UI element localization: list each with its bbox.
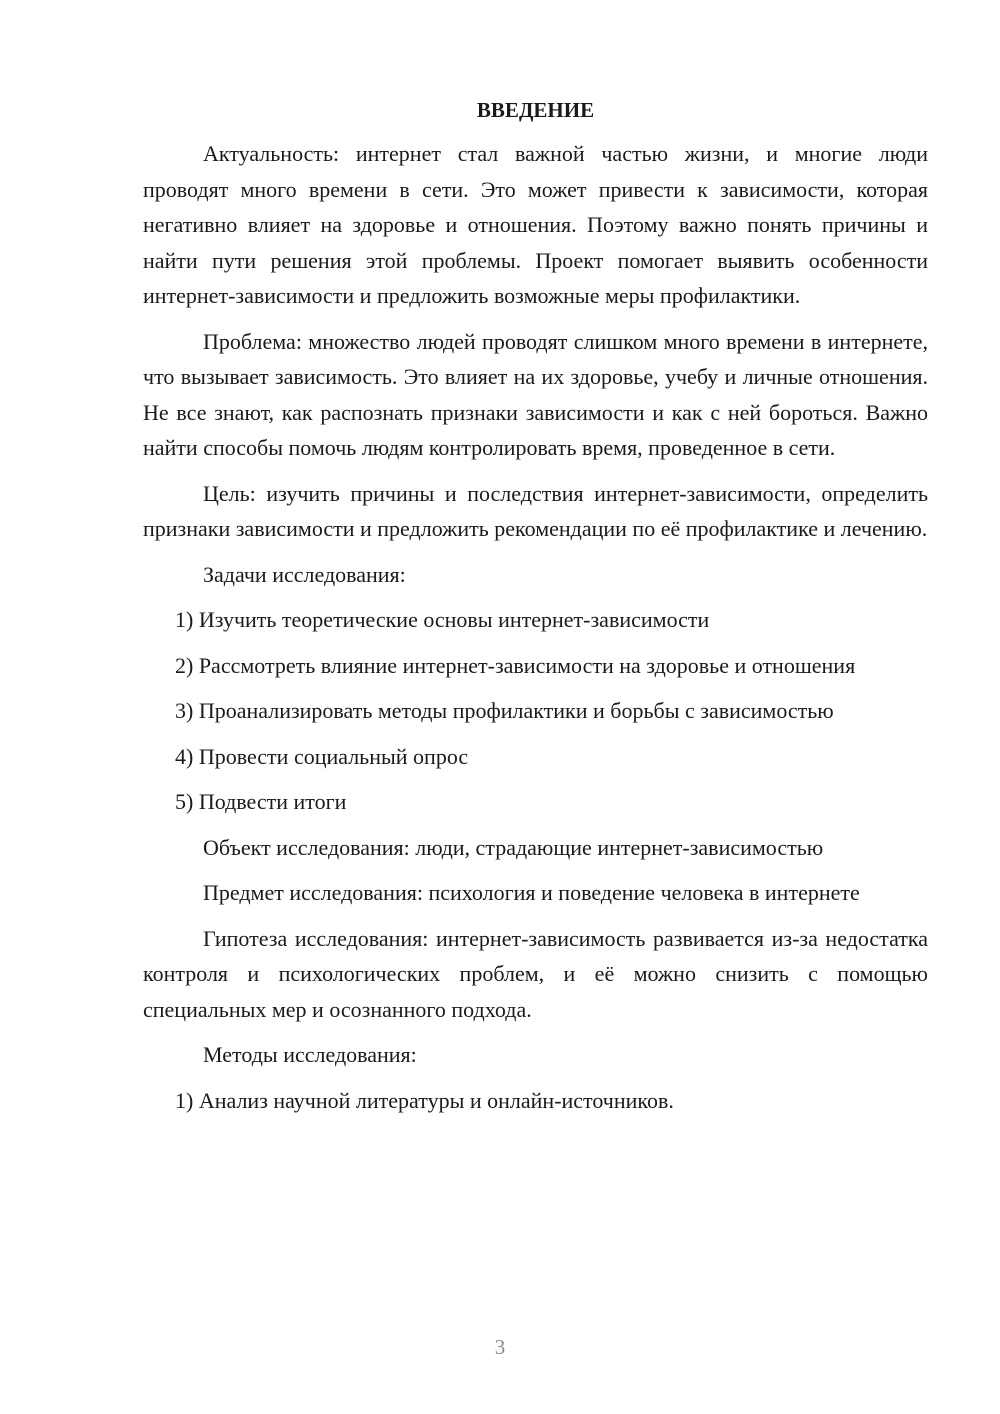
method-item-1: 1) Анализ научной литературы и онлайн-источников. xyxy=(175,1087,674,1113)
section-title: ВВЕДЕНИЕ xyxy=(476,98,595,122)
task-item-1: 1) Изучить теоретические основы интернет-зависимости xyxy=(175,607,710,632)
tasks-label: Задачи исследования: xyxy=(203,561,406,587)
task-item-4: 4) Провести социальный опрос xyxy=(175,743,469,769)
task-item-2: 2) Рассмотреть влияние интернет-зависимости на здоровье и отношения xyxy=(175,652,856,678)
methods-label: Методы исследования: xyxy=(203,1042,417,1067)
paragraph-relevance: Актуальность: интернет стал важной частью жизни, и многие люди проводят много времени в сети. Это может привести к зависимости, которая негативно влияет на здоровье и отношения. Поэтому важно понять причины и найти пути решения этой проблемы. Проект помогает выявить особенности интернет-зависимости и предложить возможные меры профилактики. xyxy=(143,141,928,308)
page-number: 3 xyxy=(494,1335,506,1359)
paragraph-problem: Проблема: множество людей проводят слишком много времени в интернете, что вызывает зависимость. Это влияет на их здоровье, учебу и личные отношения. Не все знают, как распознать признаки зависимости и как с ней бороться. Важно найти способы помочь людям контролировать время, проведенное в сети. xyxy=(143,328,928,460)
task-item-3: 3) Проанализировать методы профилактики и борьбы с зависимостью xyxy=(175,698,834,723)
paragraph-goal: Цель: изучить причины и последствия интернет-зависимости, определить признаки зависимости и предложить рекомендации по её профилактике и лечению. xyxy=(143,480,928,541)
task-item-5: 5) Подвести итоги xyxy=(175,789,347,814)
paragraph-object: Объект исследования: люди, страдающие интернет-зависимостью xyxy=(203,834,824,860)
paragraph-hypothesis: Гипотеза исследования: интернет-зависимость развивается из-за недостатка контроля и психологических проблем, и её можно снизить с помощью специальных мер и осознанного подхода. xyxy=(143,925,928,1022)
paragraph-subject: Предмет исследования: психология и поведение человека в интернете xyxy=(203,880,860,905)
page-content xyxy=(143,92,928,1128)
